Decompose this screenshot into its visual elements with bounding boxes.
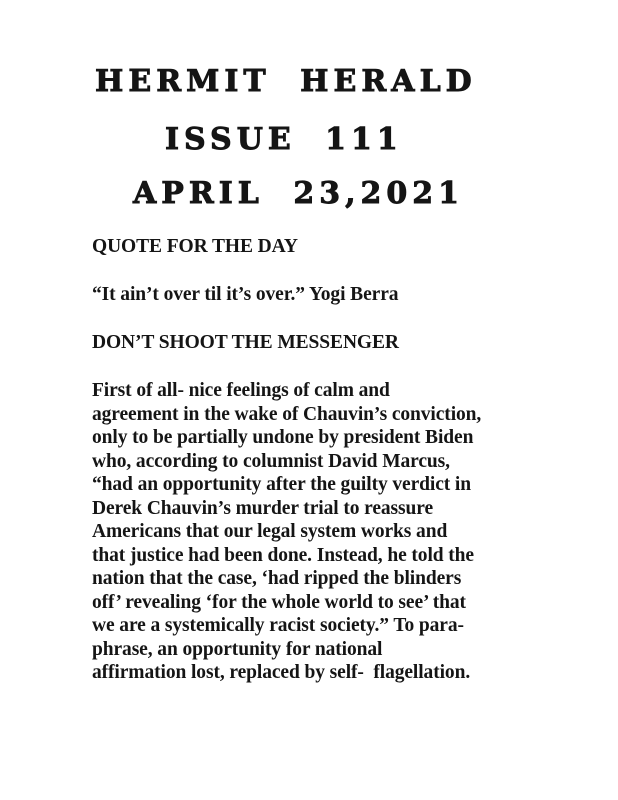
paragraph-line: Derek Chauvin’s murder trial to reassure — [92, 497, 434, 519]
paragraph-line: nation that the case, ‘had ripped the blinders — [92, 568, 462, 589]
quote-text: “It ain’t over til it’s over.” Yogi Berra — [92, 284, 399, 305]
paragraph-line: Americans that our legal system works and — [92, 521, 448, 542]
newsletter-issue: ISSUE 111 — [165, 122, 403, 157]
paragraph-line: that justice had been done. Instead, he told the — [92, 544, 474, 566]
quote-heading: QUOTE FOR THE DAY — [92, 236, 298, 257]
newsletter-title: HERMIT HERALD — [95, 64, 477, 99]
paragraph-line: we are a systemically racist society.” To para- — [92, 615, 464, 636]
article-heading: DON’T SHOOT THE MESSENGER — [92, 332, 399, 353]
paragraph-line: off’ revealing ‘for the whole world to see’ that — [92, 591, 466, 613]
article-paragraph — [92, 379, 562, 685]
body-copy — [92, 235, 562, 709]
paragraph-line: First of all- nice feelings of calm and — [92, 380, 390, 401]
masthead — [0, 66, 618, 209]
paragraph-line: only to be partially undone by president Biden — [92, 427, 474, 448]
paragraph-line: affirmation lost, replaced by self- flagellation. — [92, 662, 471, 683]
newsletter-date: APRIL 23,2021 — [133, 176, 465, 211]
paragraph-line: phrase, an opportunity for national — [92, 638, 383, 660]
paragraph-line: “had an opportunity after the guilty verdict in — [92, 474, 471, 495]
paragraph-line: agreement in the wake of Chauvin’s conviction, — [92, 403, 482, 425]
paragraph-line: who, according to columnist David Marcus, — [92, 450, 450, 472]
